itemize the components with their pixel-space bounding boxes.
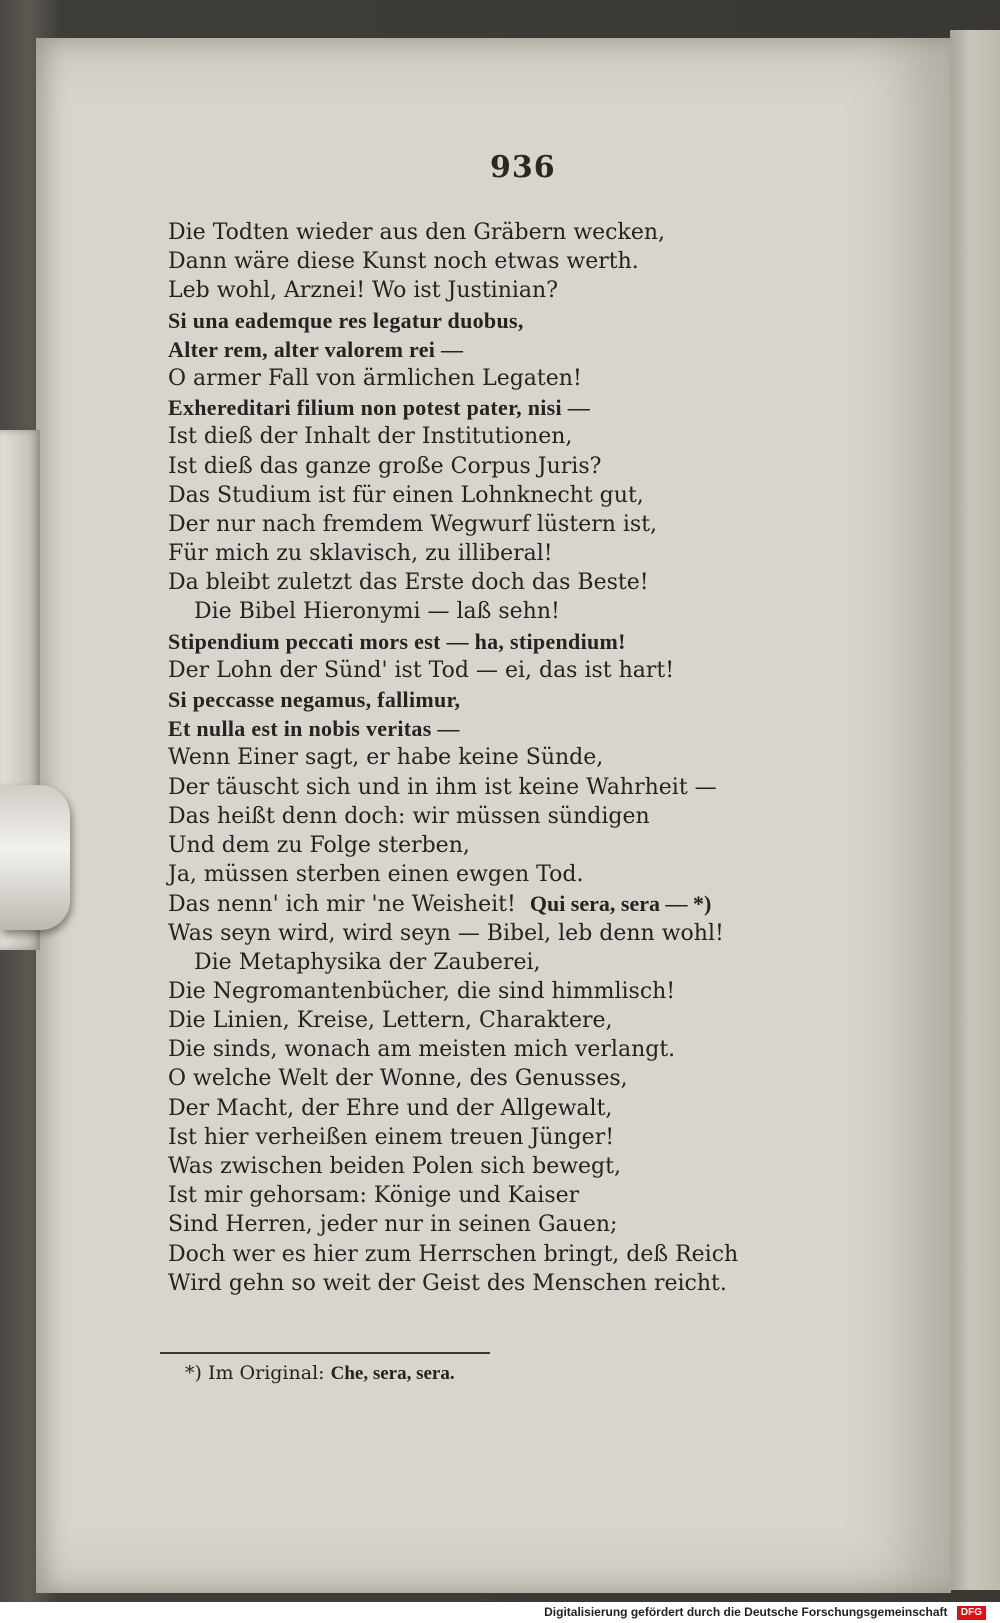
text-line [168,889,928,918]
text-line [168,568,928,597]
line-text: Die Negromantenbücher, die sind himmlisch! [168,978,676,1004]
line-text: O armer Fall von ärmlichen Legaten! [168,365,582,391]
text-line [168,1240,928,1269]
text-line [168,1064,928,1093]
text-line [168,393,928,422]
text-line [168,1181,928,1210]
text-line [168,977,928,1006]
text-line [168,364,928,393]
line-text: Da bleibt zuletzt das Erste doch das Beste! [168,570,649,596]
line-text: Was seyn wird, wird seyn — Bibel, leb denn wohl! [168,920,724,946]
text-line [168,1152,928,1181]
text-line [168,422,928,451]
text-line [168,1123,928,1152]
text-line [168,1210,928,1239]
footnote [185,1362,455,1385]
footnote-rule [160,1352,490,1354]
text-line [168,919,928,948]
line-text: Und dem zu Folge sterben, [168,832,470,858]
dfg-logo: DFG [957,1606,986,1620]
text-line [168,948,928,977]
text-line [168,481,928,510]
text-line [168,1035,928,1064]
line-text: Si una eademque res legatur duobus, [168,307,524,333]
facing-page-edge [950,30,1000,1590]
text-line [168,597,928,626]
line-text: Das Studium ist für einen Lohnknecht gut, [168,482,644,508]
text-line [168,627,928,656]
text-line [168,539,928,568]
text-line [168,306,928,335]
text-line [168,685,928,714]
line-text: Was zwischen beiden Polen sich bewegt, [168,1154,621,1179]
line-text: Wenn Einer sagt, er habe keine Sünde, [168,745,604,771]
stamp-text: Digitalisierung gefördert durch die Deutsche Forschungsgemeinschaft [544,1605,948,1619]
page-number: 936 [490,150,556,185]
text-line [168,1269,928,1298]
line-text: Die Metaphysika der Zauberei, [194,949,541,975]
line-text: Leb wohl, Arznei! Wo ist Justinian? [168,278,558,304]
text-line [168,335,928,364]
line-text: Der Lohn der Sünd' ist Tod — ei, das ist hart! [168,657,675,683]
line-text: Ist dieß das ganze große Corpus Juris? [168,453,602,479]
footnote-label: Im Original: [207,1362,325,1384]
line-text: Für mich zu sklavisch, zu illiberal! [168,541,553,567]
footnote-marker: *) [185,1362,202,1384]
line-text: Die Linien, Kreise, Lettern, Charaktere, [168,1008,613,1034]
line-text: Alter rem, alter valorem rei — [168,336,464,362]
text-line [168,247,928,276]
line-text: Die Todten wieder aus den Gräbern wecken, [168,220,666,245]
line-text: Et nulla est in nobis veritas — [168,716,460,742]
text-line [168,860,928,889]
text-line [168,831,928,860]
line-text: Ist hier verheißen einem treuen Jünger! [168,1124,615,1150]
line-text: Der Macht, der Ehre und der Allgewalt, [168,1095,613,1121]
line-text: Si peccasse negamus, fallimur, [168,687,461,712]
text-line [168,802,928,831]
line-text: Ist mir gehorsam: Könige und Kaiser [168,1183,580,1209]
text-line [168,714,928,743]
text-line [168,510,928,539]
line-latin-tail: Qui sera, sera — *) [529,891,712,917]
line-text: Wird gehn so weit der Geist des Menschen reicht. [168,1270,727,1296]
line-text: Stipendium peccati mors est — ha, stipendium! [168,628,626,654]
text-line [168,743,928,772]
line-text: Doch wer es hier zum Herrschen bringt, deß Reich [168,1241,739,1267]
text-line [168,1006,928,1035]
text-line [168,656,928,685]
text-line [168,773,928,802]
footnote-text: Che, sera, sera. [330,1363,455,1384]
line-text: Dann wäre diese Kunst noch etwas werth. [168,249,639,275]
book-clasp [0,785,70,930]
line-text: O welche Welt der Wonne, des Genusses, [168,1066,628,1092]
text-line [168,276,928,305]
line-text: Ist dieß der Inhalt der Institutionen, [168,424,573,450]
poem-text [168,218,928,1298]
line-text: Die Bibel Hieronymi — laß sehn! [194,599,560,625]
line-text: Der täuscht sich und in ihm ist keine Wahrheit — [168,774,717,800]
line-text: Das nenn' ich mir 'ne Weisheit! [168,892,516,918]
line-text: Der nur nach fremdem Wegwurf lüstern ist, [168,511,658,537]
line-text: Die sinds, wonach am meisten mich verlangt. [168,1037,676,1063]
digitization-stamp [0,1602,1000,1623]
line-text: Sind Herren, jeder nur in seinen Gauen; [168,1212,618,1238]
line-text: Ja, müssen sterben einen ewgen Tod. [168,862,584,888]
text-line [168,1094,928,1123]
line-text: Das heißt denn doch: wir müssen sündigen [168,803,650,829]
line-text: Exhereditari filium non potest pater, nisi — [168,395,591,421]
text-line [168,218,928,247]
text-line [168,452,928,481]
